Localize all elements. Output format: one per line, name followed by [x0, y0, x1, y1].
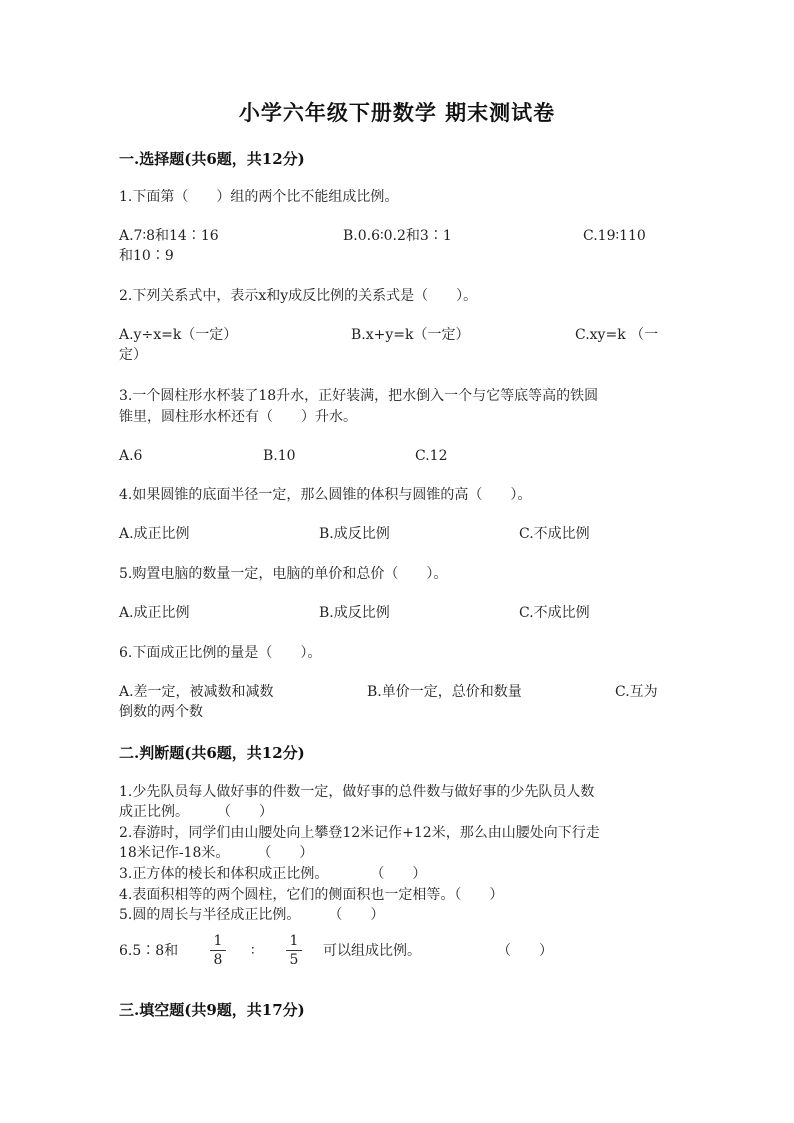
judge-item-line2: 18米记作-18米。 （ ）	[119, 845, 314, 861]
option-c: C.互为	[615, 684, 658, 700]
option-b: B.10	[263, 448, 296, 464]
option-c: C.xy=k （一	[575, 327, 659, 343]
option-overflow: 和10∶9	[119, 248, 174, 264]
question-stem: 2.下列关系式中，表示x和y成反比例的关系式是（ ）。	[119, 288, 478, 304]
question-stem-line1: 3.一个圆柱形水杯装了18升水，正好装满，把水倒入一个与它等底等高的铁圆	[119, 388, 599, 404]
option-b: B.0.6∶0.2和3∶1	[343, 228, 452, 244]
judge-item-line2: 成正比例。 （ ）	[119, 804, 273, 820]
fraction-numerator: 1	[289, 933, 299, 949]
option-c: C.不成比例	[519, 526, 590, 542]
section-heading-choice: 一.选择题(共6题，共12分)	[119, 150, 305, 168]
fraction-bar	[286, 950, 302, 951]
fraction-bar	[210, 950, 226, 951]
page-title: 小学六年级下册数学 期末测试卷	[238, 100, 556, 125]
judge-item-suffix: 可以组成比例。	[323, 943, 421, 959]
option-a: A.7∶8和14∶16	[119, 228, 219, 244]
question-stem: 5.购置电脑的数量一定，电脑的单价和总价（ ）。	[119, 566, 448, 582]
option-overflow: 倒数的两个数	[119, 704, 203, 720]
fraction-denominator: 8	[213, 952, 223, 968]
option-a: A.y÷x=k（一定）	[119, 327, 238, 343]
question-stem: 6.下面成正比例的量是（ ）。	[119, 645, 322, 661]
fraction-numerator: 1	[213, 933, 223, 949]
judge-item-line1: 1.少先队员每人做好事的件数一定，做好事的总件数与做好事的少先队员人数	[119, 784, 595, 800]
option-c: C.12	[415, 448, 448, 464]
option-b: B.成反比例	[319, 526, 390, 542]
option-a: A.差一定，被减数和减数	[119, 684, 274, 700]
section-heading-fill: 三.填空题(共9题，共17分)	[119, 1001, 305, 1019]
option-b: B.单价一定，总价和数量	[367, 684, 522, 700]
question-stem: 1.下面第（ ）组的两个比不能组成比例。	[119, 189, 399, 205]
option-a: A.成正比例	[119, 526, 190, 542]
option-c: C.不成比例	[519, 605, 590, 621]
fraction-one-eighth	[210, 933, 226, 968]
question-stem: 4.如果圆锥的底面半径一定，那么圆锥的体积与圆锥的高（ ）。	[119, 487, 532, 503]
option-a: A.6	[119, 448, 143, 464]
judge-item-line1: 2.春游时，同学们由山腰处向上攀登12米记作+12米，那么由山腰处向下行走	[119, 825, 600, 841]
question-stem-line2: 锥里，圆柱形水杯还有（ ）升水。	[119, 409, 357, 425]
option-overflow: 定）	[119, 347, 147, 363]
judge-item: 4.表面积相等的两个圆柱，它们的侧面积也一定相等。（ ）	[119, 887, 504, 903]
answer-parentheses: （ ）	[497, 943, 553, 959]
option-b: B.x+y=k（一定）	[351, 327, 470, 343]
ratio-colon: ∶	[251, 943, 255, 959]
judge-item: 5.圆的周长与半径成正比例。 （ ）	[119, 907, 385, 923]
section-heading-judge: 二.判断题(共6题，共12分)	[119, 744, 305, 762]
judge-item-prefix: 6.5∶8和	[119, 943, 179, 959]
option-c: C.19∶110	[583, 228, 646, 244]
option-a: A.成正比例	[119, 605, 190, 621]
judge-item: 3.正方体的棱长和体积成正比例。 （ ）	[119, 866, 427, 882]
fraction-one-fifth	[286, 933, 302, 968]
option-b: B.成反比例	[319, 605, 390, 621]
fraction-denominator: 5	[289, 952, 299, 968]
